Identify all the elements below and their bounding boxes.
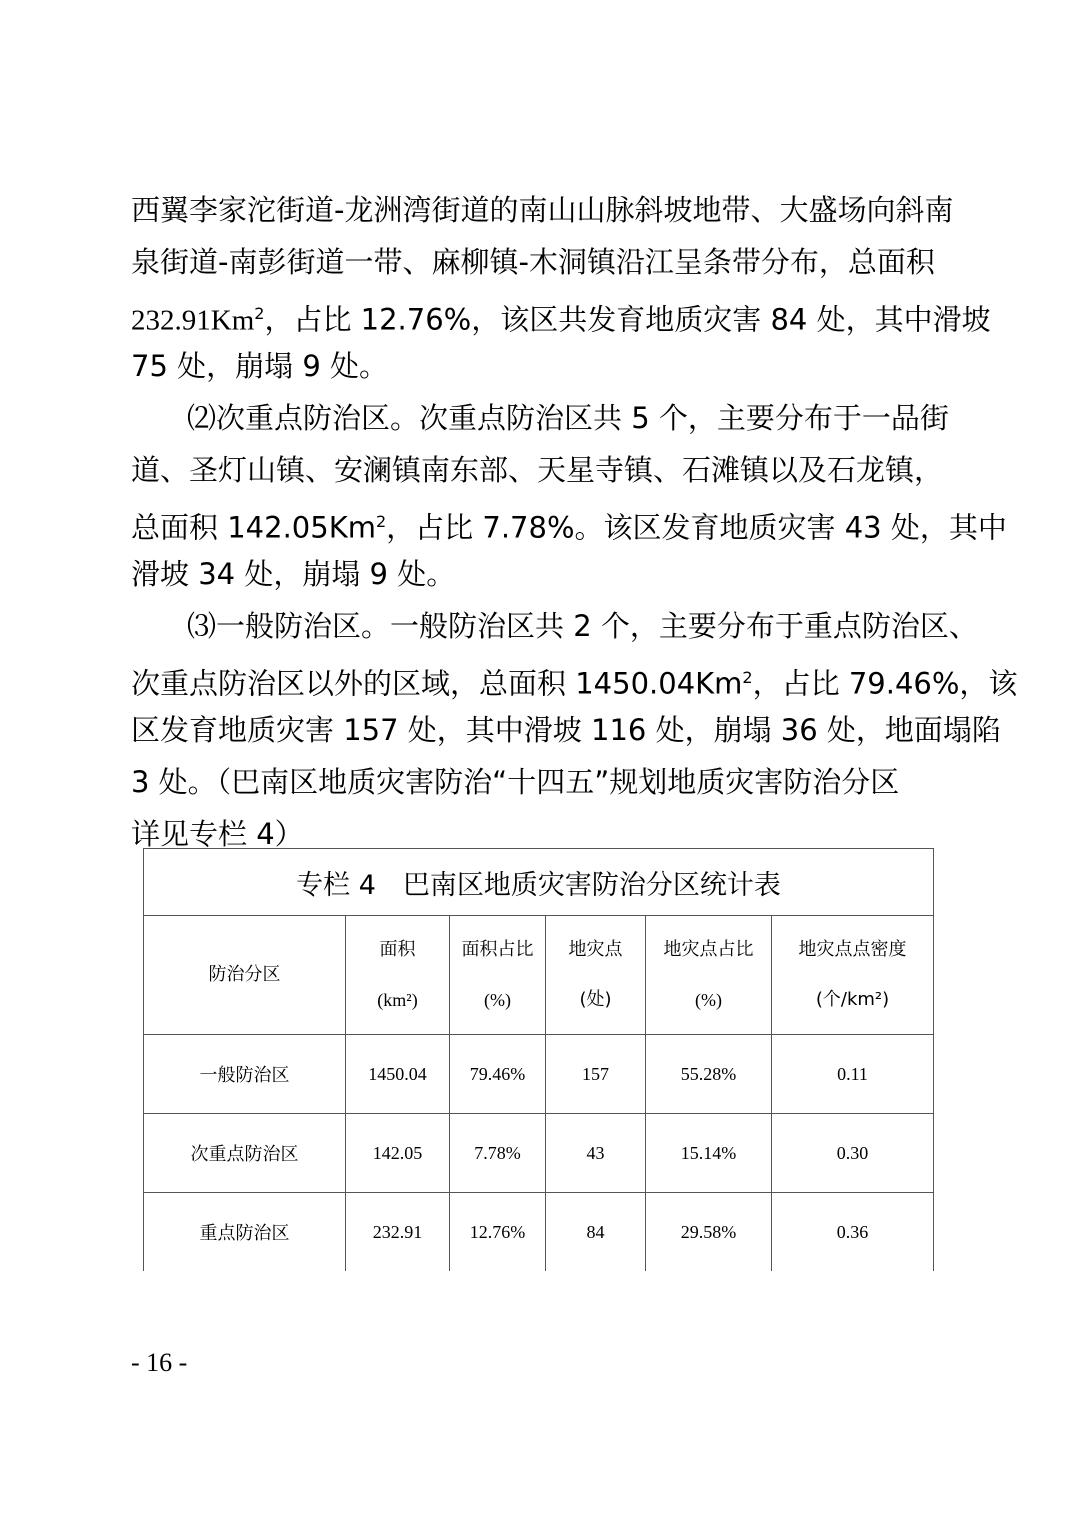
table-header-row xyxy=(144,916,934,1035)
cell-points-pct: 15.14% xyxy=(646,1114,772,1193)
paragraph-3-area-text: 次重点防治区以外的区域，总面积 1450.04Km xyxy=(131,666,743,701)
header-points xyxy=(546,916,646,1035)
paragraph-2-line-3 xyxy=(131,496,1007,548)
paragraph-2-line-4: 滑坡 34 处，崩塌 9 处。 xyxy=(131,557,456,591)
table-caption: 专栏 4 巴南区地质灾害防治分区统计表 xyxy=(144,849,934,916)
paragraph-3-area-sup: 2 xyxy=(742,668,753,687)
table-row xyxy=(144,1035,934,1114)
header-points-unit: (处) xyxy=(579,989,612,1010)
header-area-pct-unit: (%) xyxy=(484,990,511,1010)
cell-zone: 重点防治区 xyxy=(144,1193,346,1272)
header-points-pct-unit: (%) xyxy=(695,990,722,1010)
cell-density: 0.11 xyxy=(772,1035,934,1114)
table-row xyxy=(144,1114,934,1193)
paragraph-1-line-4: 75 处，崩塌 9 处。 xyxy=(131,349,389,383)
paragraph-3-line-2-rest: ，占比 79.46%，该 xyxy=(752,666,1018,701)
stats-table xyxy=(143,848,934,1271)
header-area-pct-label: 面积占比 xyxy=(461,939,534,960)
cell-density: 0.36 xyxy=(772,1193,934,1272)
paragraph-3-line-3: 区发育地质灾害 157 处，其中滑坡 116 处，崩塌 36 处，地面塌陷 xyxy=(131,713,1001,747)
paragraph-3-line-1: ⑶一般防治区。一般防治区共 2 个，主要分布于重点防治区、 xyxy=(187,609,978,643)
paragraph-3-line-5: 详见专栏 4） xyxy=(131,817,304,851)
cell-area-pct: 7.78% xyxy=(450,1114,546,1193)
header-points-pct xyxy=(646,916,772,1035)
cell-area-pct: 79.46% xyxy=(450,1035,546,1114)
header-area-unit: (km²) xyxy=(377,990,418,1010)
paragraph-1-area-sup: 2 xyxy=(254,304,265,323)
page-number: - 16 - xyxy=(131,1348,188,1377)
paragraph-2-line-3-rest: ，占比 7.78%。该区发育地质灾害 43 处，其中 xyxy=(386,510,1007,545)
header-zone: 防治分区 xyxy=(144,916,346,1035)
paragraph-2-line-1: ⑵次重点防治区。次重点防治区共 5 个，主要分布于一品街 xyxy=(187,401,949,435)
paragraph-1-line-2: 泉街道-南彭街道一带、麻柳镇-木洞镇沿江呈条带分布，总面积 xyxy=(131,245,935,279)
header-points-pct-label: 地灾点占比 xyxy=(663,939,754,960)
header-points-label: 地灾点 xyxy=(568,939,623,960)
paragraph-3-line-4: 3 处。（巴南区地质灾害防治“十四五”规划地质灾害防治分区 xyxy=(131,765,900,799)
cell-density: 0.30 xyxy=(772,1114,934,1193)
paragraph-2-area-sup: 2 xyxy=(375,512,387,531)
cell-area: 142.05 xyxy=(346,1114,450,1193)
paragraph-1-area-value: 232.91Km xyxy=(131,304,255,337)
header-area-label: 面积 xyxy=(379,939,416,960)
cell-zone: 次重点防治区 xyxy=(144,1114,346,1193)
header-area-pct xyxy=(450,916,546,1035)
header-density-label: 地灾点点密度 xyxy=(798,939,907,960)
cell-area: 232.91 xyxy=(346,1193,450,1272)
cell-points: 84 xyxy=(546,1193,646,1272)
table-caption-row xyxy=(144,849,934,916)
header-density-unit: (个/km²) xyxy=(815,989,890,1010)
paragraph-1-line-3-rest: ，占比 12.76%，该区共发育地质灾害 84 处，其中滑坡 xyxy=(264,302,991,337)
paragraph-1-line-1: 西翼李家沱街道-龙洲湾街道的南山山脉斜坡地带、大盛场向斜南 xyxy=(131,193,954,227)
cell-points: 157 xyxy=(546,1035,646,1114)
cell-zone: 一般防治区 xyxy=(144,1035,346,1114)
cell-area-pct: 12.76% xyxy=(450,1193,546,1272)
paragraph-2-area-text: 总面积 142.05Km xyxy=(131,510,376,545)
paragraph-1-line-3 xyxy=(131,288,991,340)
cell-points-pct: 29.58% xyxy=(646,1193,772,1272)
paragraph-2-line-2: 道、圣灯山镇、安澜镇南东部、天星寺镇、石滩镇以及石龙镇， xyxy=(131,453,944,487)
header-area xyxy=(346,916,450,1035)
header-density xyxy=(772,916,934,1035)
cell-area: 1450.04 xyxy=(346,1035,450,1114)
table-row xyxy=(144,1193,934,1272)
paragraph-3-line-2 xyxy=(131,652,1017,704)
cell-points-pct: 55.28% xyxy=(646,1035,772,1114)
cell-points: 43 xyxy=(546,1114,646,1193)
